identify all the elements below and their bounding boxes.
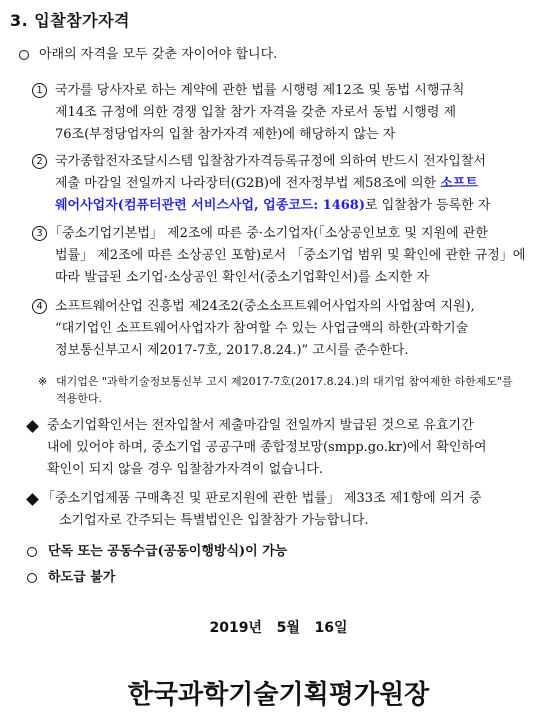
item-2-line-3 bbox=[55, 197, 490, 214]
note-line-2: 적용한다. bbox=[56, 392, 103, 405]
item-1-line-1: 국가를 당사자로 하는 계약에 관한 법률 시행령 제12조 및 동법 시행규칙 bbox=[55, 83, 465, 98]
item-1-line-3: 76조(부정당업자의 입찰 참가자격 제한)에 해당하지 않는 자 bbox=[55, 127, 396, 142]
diamond-item-1-line-3: 확인이 되지 않을 경우 입찰참가자격이 없습니다. bbox=[47, 462, 323, 477]
reference-mark-icon: ※ bbox=[38, 375, 48, 388]
item-2-line-1: 국가종합전자조달시스템 입찰참가자격등록규정에 의하여 반드시 전자입찰서 bbox=[55, 154, 486, 169]
item-3-line-3: 따라 발급된 소기업·소상공인 확인서(중소기업확인서)를 소지한 자 bbox=[55, 270, 430, 285]
item-2-highlight-end: 웨어사업자(컴퓨터관련 서비스사업, 업종코드: 1468) bbox=[55, 198, 365, 213]
item-2-highlight-start: 소프트 bbox=[440, 176, 478, 191]
filled-diamond-bullet-icon bbox=[26, 493, 39, 506]
circled-number-1-icon: 1 bbox=[32, 83, 47, 98]
hollow-circle-bullet-icon bbox=[27, 547, 37, 557]
item-4-line-1: 소프트웨어산업 진흥법 제24조2(중소소프트웨어사업자의 사업참여 지원), bbox=[55, 299, 475, 314]
item-2-line-2-text: 제출 마감일 전일까지 나라장터(G2B)에 전자정부법 제58조에 의한 bbox=[55, 176, 441, 191]
item-1-line-2: 제14조 규정에 의한 경쟁 입찰 참가 자격을 갖춘 자로서 동법 시행령 제 bbox=[55, 105, 457, 120]
diamond-item-1-line-2: 내에 있어야 하며, 중소기업 공공구매 종합정보망(smpp.go.kr)에서 확인하여 bbox=[47, 440, 487, 455]
section-heading: 3. 입찰참가자격 bbox=[10, 11, 131, 30]
item-4-line-3: 정보통신부고시 제2017-7호, 2017.8.24.)” 고시를 준수한다. bbox=[55, 343, 409, 358]
filled-diamond-bullet-icon bbox=[26, 420, 39, 433]
subcontract-text: 하도급 불가 bbox=[48, 570, 116, 585]
circled-number-2-icon: 2 bbox=[32, 154, 47, 169]
item-3-line-1: 「중소기업기본법」 제2조에 따른 중·소기업자(「소상공인보호 및 지원에 관한 bbox=[49, 226, 488, 241]
diamond-item-1-line-1: 중소기업확인서는 전자입찰서 제출마감일 전일까지 발급된 것으로 유효기간 bbox=[47, 418, 474, 433]
intro-text: 아래의 자격을 모두 갖춘 자이어야 합니다. bbox=[39, 47, 278, 62]
diamond-item-2-line-1: 「중소기업제품 구매촉진 및 판로지원에 관한 법률」 제33조 제1항에 의거 중 bbox=[42, 491, 482, 506]
circled-number-3-icon: 3 bbox=[32, 226, 47, 241]
announcement-date: 2019년 5월 16일 bbox=[209, 620, 348, 636]
joint-bid-text: 단독 또는 공동수급(공동이행방식)이 가능 bbox=[48, 544, 288, 559]
item-2-line-3-text: 로 입찰참가 등록한 자 bbox=[365, 198, 491, 213]
organization-name: 한국과학기술기획평가원장 bbox=[127, 680, 430, 710]
diamond-item-2-line-2: 소기업자로 간주되는 특별법인은 입찰참가 가능합니다. bbox=[59, 513, 369, 528]
item-2-line-2 bbox=[55, 175, 478, 192]
circled-number-4-icon: 4 bbox=[32, 299, 47, 314]
hollow-circle-bullet-icon bbox=[19, 50, 29, 60]
item-3-line-2: 법률」 제2조에 따른 소상공인 포함)로서 「중소기업 범위 및 확인에 관한 규정」에 bbox=[55, 248, 526, 263]
item-4-line-2: “대기업인 소프트웨어사업자가 참여할 수 있는 사업금액의 하한(과학기술 bbox=[55, 321, 469, 336]
hollow-circle-bullet-icon bbox=[27, 573, 37, 583]
note-line-1: 대기업은 "과학기술정보통신부 고시 제2017-7호(2017.8.24.)의 대기업 참여제한 하한제도"를 bbox=[56, 375, 513, 388]
